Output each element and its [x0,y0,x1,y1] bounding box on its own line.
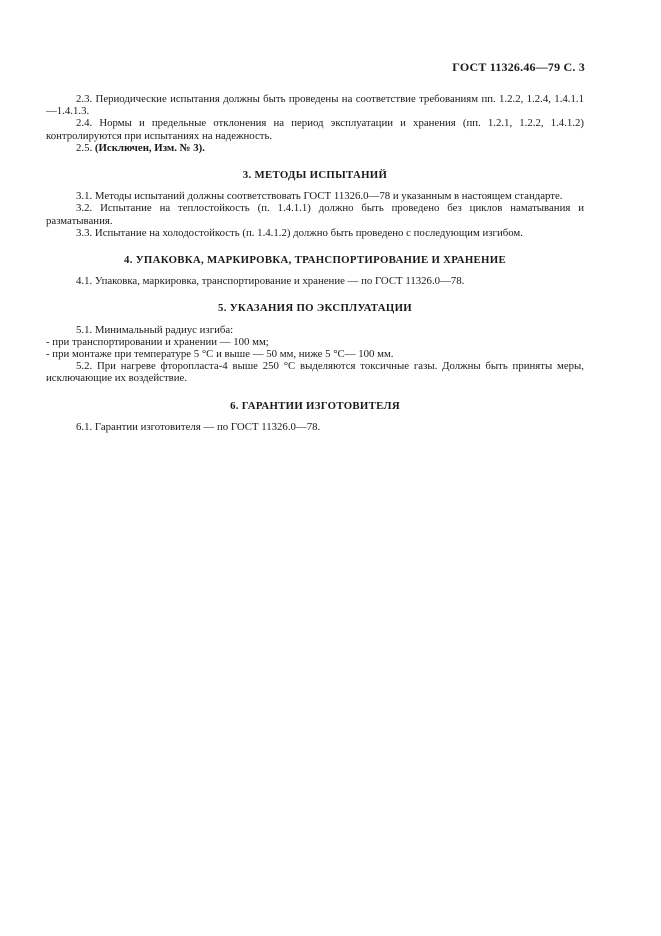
paragraph-2-5-text: (Исключен, Изм. № 3). [94,141,205,154]
paragraph-5-1-item-b: - при монтаже при температуре 5 °С и выше — 50 мм, ниже 5 °С— 100 мм. [46,348,394,361]
paragraph-6-1: 6.1. Гарантии изготовителя — по ГОСТ 11326.0—78. [76,420,321,433]
paragraph-2-4: 2.4. Нормы и предельные отклонения на период эксплуатации и хранения (пп. 1.2.1, 1.2.2, 1.4.1.2) контролируются при испытаниях на надежность. [46,117,584,142]
paragraph-2-3: 2.3. Периодические испытания должны быть проведены на соответствие требованиям пп. 1.2.2, 1.2.4, 1.4.1.1—1.4.1.3. [46,93,584,118]
paragraph-4-1: 4.1. Упаковка, маркировка, транспортирование и хранение — по ГОСТ 11326.0—78. [76,275,465,288]
paragraph-5-2: 5.2. При нагреве фторопласта-4 выше 250 °С выделяются токсичные газы. Должны быть приняты меры, исключающие их воздействие. [46,360,584,385]
section-4-title: 4. УПАКОВКА, МАРКИРОВКА, ТРАНСПОРТИРОВАНИЕ И ХРАНЕНИЕ [124,254,506,267]
section-6-title: 6. ГАРАНТИИ ИЗГОТОВИТЕЛЯ [230,399,400,412]
document-body [46,93,584,433]
paragraph-2-5-number: 2.5. [76,141,93,154]
paragraph-3-1: 3.1. Методы испытаний должны соответствовать ГОСТ 11326.0—78 и указанным в настоящем стандарте. [76,190,563,203]
paragraph-5-1-item-a: - при транспортировании и хранении — 100 мм; [46,335,269,348]
section-5-title: 5. УКАЗАНИЯ ПО ЭКСПЛУАТАЦИИ [218,302,412,315]
page-header-standard-number: ГОСТ 11326.46—79 С. 3 [452,60,585,74]
paragraph-3-3: 3.3. Испытание на холодостойкость (п. 1.4.1.2) должно быть проведено с последующим изгибом. [76,226,523,239]
section-3-title: 3. МЕТОДЫ ИСПЫТАНИЙ [242,169,388,182]
paragraph-2-5 [46,142,584,154]
paragraph-3-2: 3.2. Испытание на теплостойкость (п. 1.4.1.1) должно быть проведено без циклов наматывания и разматывания. [46,202,584,227]
paragraph-5-1: 5.1. Минимальный радиус изгиба: [76,323,234,336]
